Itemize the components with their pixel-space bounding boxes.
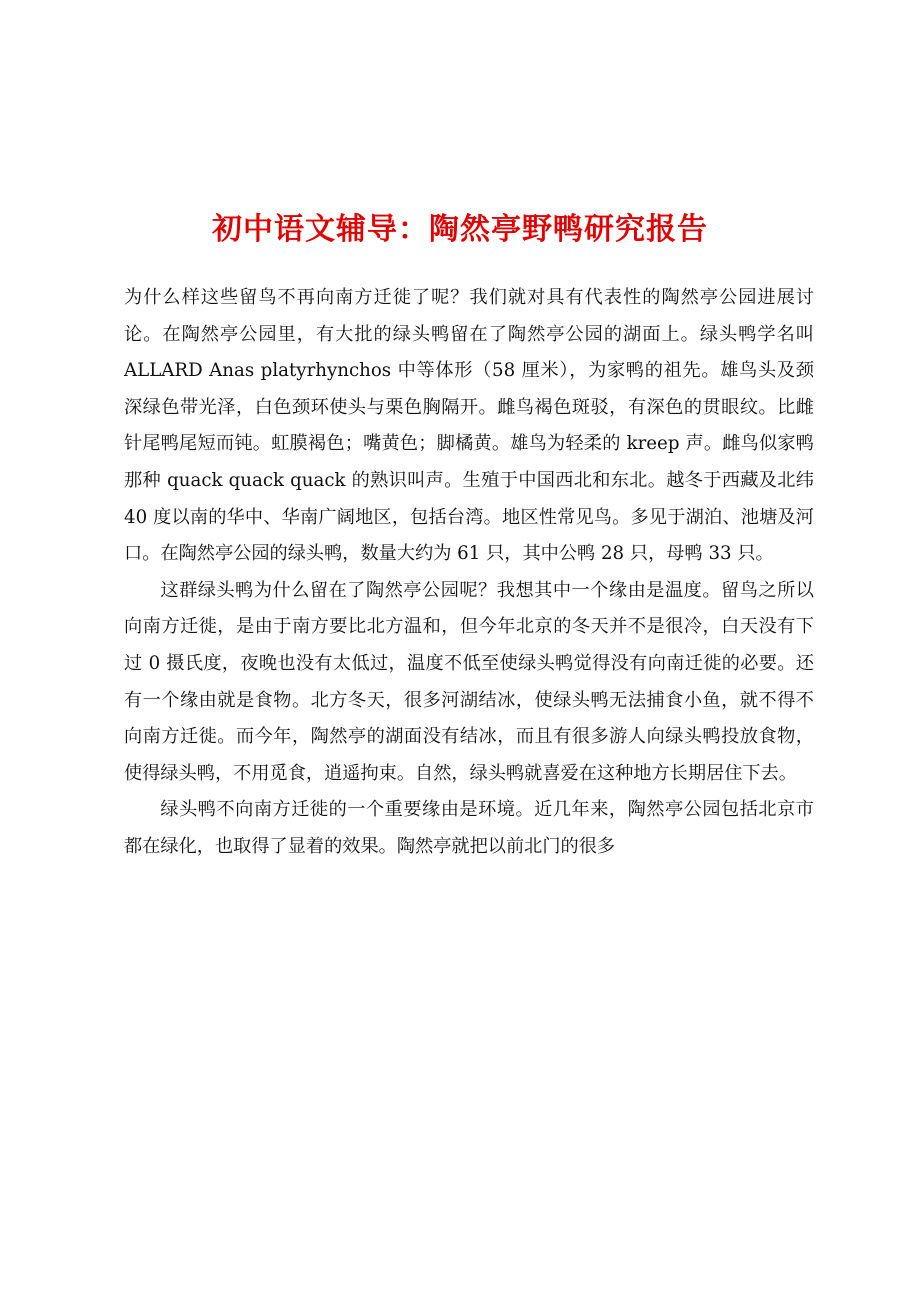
document-title: 初中语文辅导：陶然亭野鸭研究报告 xyxy=(212,212,708,248)
paragraph-2: 这群绿头鸭为什么留在了陶然亭公园呢？我想其中一个缘由是温度。留鸟之所以向南方迁徙，是由于南方要比北方温和，但今年北京的冬天并不是很冷，白天没有下过 0 摄氏度，夜晚也没有太低过，温度不低至使绿头鸭觉得没有向南迁徙的必要。还有一个缘由就是食物。北方冬天，很多河湖结冰，使绿头鸭无法捕食小鱼，就不得不向南方迁徙。而今年，陶然亭的湖面没有结冰，而且有很多游人向绿头鸭投放食物，使得绿头鸭，不用觅食，逍遥拘束。自然，绿头鸭就喜爱在这种地方长期居住下去。 xyxy=(124,579,814,784)
document-body xyxy=(124,280,814,866)
paragraph-3: 绿头鸭不向南方迁徙的一个重要缘由是环境。近几年来，陶然亭公园包括北京市都在绿化，也取得了显着的效果。陶然亭就把以前北门的很多 xyxy=(124,799,814,857)
paragraph-1: 为什么样这些留鸟不再向南方迁徙了呢？我们就对具有代表性的陶然亭公园进展讨论。在陶然亭公园里，有大批的绿头鸭留在了陶然亭公园的湖面上。绿头鸭学名叫 ALLARD Anas platyrhynchos 中等体形（58 厘米），为家鸭的祖先。雄鸟头及颈深绿色带光泽，白色颈环使头与栗色胸隔开。雌鸟褐色斑驳，有深色的贯眼纹。比雌针尾鸭尾短而钝。虹膜褐色；嘴黄色；脚橘黄。雄鸟为轻柔的 kreep 声。雌鸟似家鸭那种 quack quack quack 的熟识叫声。生殖于中国西北和东北。越冬于西藏及北纬 40 度以南的华中、华南广阔地区，包括台湾。地区性常见鸟。多见于湖泊、池塘及河口。在陶然亭公园的绿头鸭，数量大约为 61 只，其中公鸭 28 只，母鸭 33 只。 xyxy=(124,287,814,565)
